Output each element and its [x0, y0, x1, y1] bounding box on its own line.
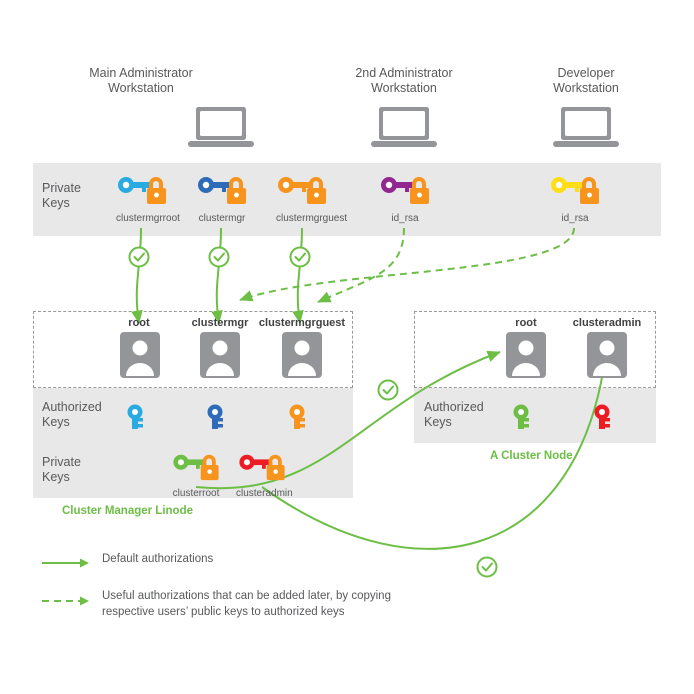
- cluster-manager-authorized-key-1: [126, 404, 156, 435]
- key-icon: [512, 404, 542, 430]
- cluster-node-user-icon-root: [506, 332, 546, 383]
- private-key-label: clustermgrguest: [276, 213, 348, 224]
- legend-dashed-arrow-icon: [42, 594, 90, 608]
- private-key-clustermgrroot: [116, 172, 180, 224]
- cluster-manager-authorized-key-2: [206, 404, 236, 435]
- band-label-line1: Private: [42, 455, 81, 469]
- key-icon: [206, 404, 236, 430]
- private-key-clustermgr: [196, 172, 248, 224]
- cluster-manager-user-label-clustermgr: clustermgr: [191, 317, 249, 329]
- private-key-label: clusterroot: [172, 488, 220, 499]
- cluster-node-authorized-key-1: [512, 404, 542, 435]
- cluster-node-user-icon-clusteradmin: [587, 332, 627, 383]
- cluster-manager-authorized-key-3: [288, 404, 318, 435]
- band-label-line1: Authorized: [42, 400, 102, 414]
- workstation-title-line1: Developer: [557, 66, 615, 80]
- key-icon: [288, 404, 318, 430]
- laptop-icon-developer: [553, 106, 619, 150]
- private-key-label: id_rsa: [391, 213, 419, 224]
- laptop-icon-second-admin: [371, 106, 437, 150]
- key-lock-icon: [116, 172, 168, 206]
- band-label-line2: Keys: [42, 415, 70, 429]
- key-icon: [126, 404, 156, 430]
- cluster-manager-user-icon-clustermgr: [200, 332, 240, 383]
- band-label-line2: Keys: [42, 196, 70, 210]
- band-label-line1: Authorized: [424, 400, 484, 414]
- key-lock-icon: [276, 172, 328, 206]
- private-key-id-rsa-second-admin: [379, 172, 431, 224]
- laptop-icon-main-admin: [188, 106, 254, 150]
- cluster-node-authorized-key-2: [593, 404, 623, 435]
- cluster-manager-private-keys-label: [42, 455, 81, 485]
- private-key-label: clustermgrroot: [116, 213, 180, 224]
- cluster-node-caption: A Cluster Node: [490, 450, 573, 462]
- private-key-label: clustermgr: [198, 213, 246, 224]
- legend-solid-arrow-icon: [42, 556, 90, 570]
- cluster-node-authorized-keys-label: [424, 400, 484, 430]
- legend: [42, 553, 462, 643]
- workstation-title-line2: Workstation: [553, 81, 619, 95]
- cluster-manager-private-key-clusterroot: [170, 450, 222, 499]
- user-icon: [506, 332, 546, 378]
- workstation-title-line1: 2nd Administrator: [355, 66, 453, 80]
- key-lock-icon: [549, 172, 601, 206]
- band-label-line2: Keys: [42, 470, 70, 484]
- cluster-manager-user-icon-root: [120, 332, 160, 383]
- workstation-title-line2: Workstation: [371, 81, 437, 95]
- workstation-title-line2: Workstation: [108, 81, 174, 95]
- key-lock-icon: [379, 172, 431, 206]
- cluster-manager-caption: Cluster Manager Linode: [62, 505, 193, 517]
- cluster-manager-private-key-clusteradmin: [236, 450, 293, 499]
- cluster-node-user-label-clusteradmin: clusteradmin: [572, 317, 642, 329]
- workstation-title-second-admin: [309, 66, 499, 96]
- user-icon: [282, 332, 322, 378]
- cluster-manager-authorized-keys-label: [42, 400, 102, 430]
- band-label-line1: Private: [42, 181, 81, 195]
- key-icon: [593, 404, 623, 430]
- cluster-manager-user-label-clustermgrguest: clustermgrguest: [258, 317, 346, 329]
- cluster-manager-user-label-root: root: [128, 317, 150, 329]
- user-icon: [587, 332, 627, 378]
- cluster-node-user-label-root: root: [515, 317, 537, 329]
- user-icon: [200, 332, 240, 378]
- legend-label-optional: Useful authorizations that can be added later, by copying respective users’ public keys to authorized keys: [102, 590, 391, 618]
- private-key-label: id_rsa: [561, 213, 589, 224]
- private-key-id-rsa-developer: [549, 172, 601, 224]
- workstation-private-keys-label: [42, 181, 81, 211]
- key-lock-icon: [196, 172, 248, 206]
- key-lock-icon: [236, 450, 288, 482]
- legend-label-default: Default authorizations: [102, 553, 214, 565]
- private-key-label: clusteradmin: [236, 488, 293, 499]
- band-label-line2: Keys: [424, 415, 452, 429]
- key-lock-icon: [170, 450, 222, 482]
- workstation-title-main-admin: [46, 66, 236, 96]
- workstation-title-developer: [491, 66, 681, 96]
- cluster-manager-user-icon-clustermgrguest: [282, 332, 322, 383]
- user-icon: [120, 332, 160, 378]
- private-key-clustermgrguest: [276, 172, 348, 224]
- workstation-title-line1: Main Administrator: [89, 66, 193, 80]
